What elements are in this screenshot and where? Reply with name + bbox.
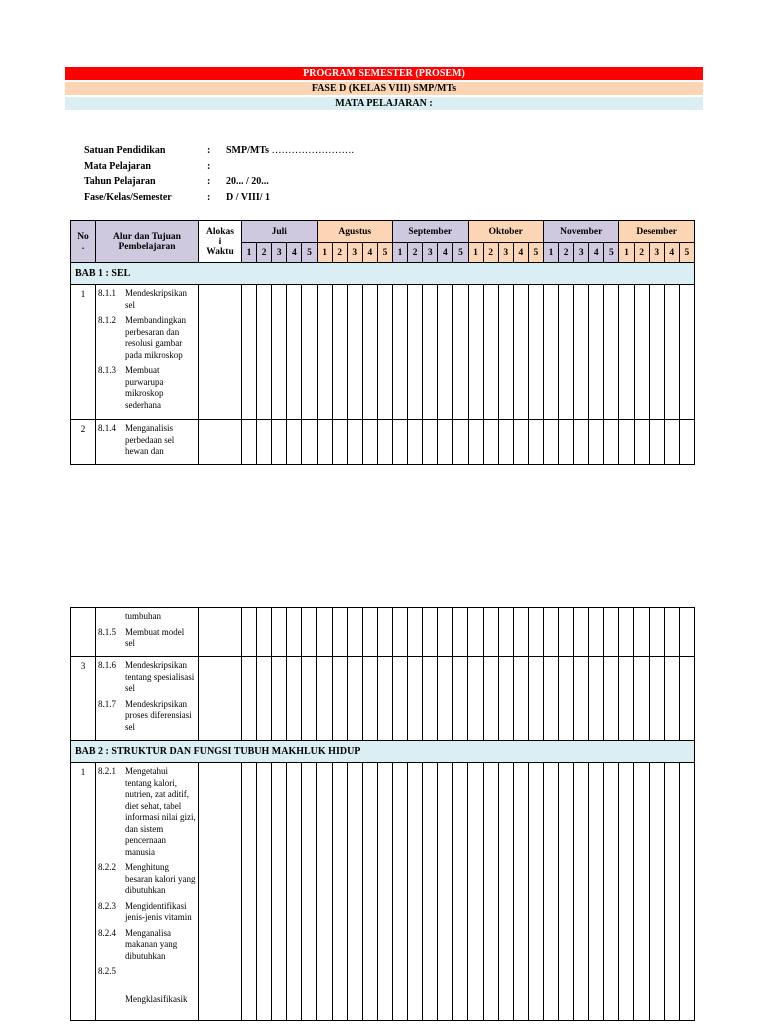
objective-text: Menghitung besaran kalori yang dibutuhkan	[125, 862, 196, 895]
header-alokasi-line1: Alokas	[206, 226, 234, 237]
schedule-cell[interactable]	[574, 420, 589, 465]
schedule-cell[interactable]	[302, 657, 317, 741]
schedule-cell[interactable]	[257, 608, 272, 657]
schedule-cell[interactable]	[453, 285, 468, 420]
schedule-cell[interactable]	[604, 763, 619, 1021]
month-september: September	[393, 221, 469, 243]
week-number: 3	[347, 243, 362, 263]
info-colon: :	[207, 176, 211, 187]
schedule-cell[interactable]	[664, 285, 679, 420]
schedule-cell[interactable]	[664, 763, 679, 1021]
schedule-cell[interactable]	[604, 608, 619, 657]
schedule-cell[interactable]	[453, 763, 468, 1021]
objective-code: 8.2.1	[98, 766, 116, 776]
schedule-cell[interactable]	[483, 608, 498, 657]
week-number: 4	[664, 243, 679, 263]
schedule-cell[interactable]	[362, 763, 377, 1021]
info-label: Tahun Pelajaran	[84, 176, 156, 187]
info-value-dots: …………………….	[268, 145, 354, 156]
week-number: 5	[528, 243, 543, 263]
info-colon: :	[207, 160, 211, 172]
schedule-cell[interactable]	[347, 608, 362, 657]
schedule-cell[interactable]	[257, 657, 272, 741]
objective-text: tumbuhan	[125, 611, 161, 621]
schedule-cell[interactable]	[362, 608, 377, 657]
schedule-cell[interactable]	[332, 608, 347, 657]
info-row-mapel	[84, 159, 484, 175]
schedule-cell[interactable]	[317, 763, 332, 1021]
alokasi-cell[interactable]	[199, 763, 242, 1021]
objective-text: Menganalisa makanan yang dibutuhkan	[125, 927, 178, 961]
month-juli: Juli	[242, 221, 318, 243]
schedule-cell[interactable]	[649, 420, 664, 465]
schedule-cell[interactable]	[377, 420, 392, 465]
info-colon: :	[207, 191, 211, 203]
month-november: November	[543, 221, 618, 243]
schedule-cell[interactable]	[513, 608, 528, 657]
header-alur	[96, 221, 199, 263]
schedule-cell[interactable]	[287, 608, 302, 657]
schedule-cell[interactable]	[619, 285, 634, 420]
table-row	[71, 608, 695, 657]
objective-continuation	[98, 611, 196, 623]
learning-objectives-cell	[96, 763, 199, 1021]
week-number: 4	[362, 243, 377, 263]
week-number: 2	[483, 243, 498, 263]
week-number: 1	[393, 243, 408, 263]
schedule-cell[interactable]	[317, 608, 332, 657]
row-number	[71, 608, 96, 657]
row-number: 1	[71, 763, 96, 1021]
objective-text: Mendeskripsikan sel	[125, 288, 187, 310]
schedule-cell[interactable]	[272, 657, 287, 741]
header-alur-line1: Alur dan Tujuan	[113, 231, 181, 242]
header-no-text: No	[77, 231, 89, 242]
week-number: 1	[242, 243, 257, 263]
schedule-cell[interactable]	[679, 657, 694, 741]
schedule-cell[interactable]	[453, 420, 468, 465]
objective-code: 8.2.4	[98, 927, 116, 938]
schedule-cell[interactable]	[589, 608, 604, 657]
info-colon: :	[207, 145, 211, 156]
schedule-cell[interactable]	[528, 420, 543, 465]
week-number: 3	[498, 243, 513, 263]
schedule-cell[interactable]	[649, 608, 664, 657]
prosem-table-page-1	[70, 220, 695, 465]
header-alokasi-line2: i	[218, 236, 222, 247]
month-oktober: Oktober	[468, 221, 543, 243]
schedule-cell[interactable]	[377, 285, 392, 420]
objective-item	[98, 423, 196, 458]
schedule-cell[interactable]	[589, 285, 604, 420]
schedule-cell[interactable]	[664, 608, 679, 657]
schedule-cell[interactable]	[498, 285, 513, 420]
schedule-cell[interactable]	[619, 763, 634, 1021]
schedule-cell[interactable]	[392, 763, 407, 1021]
objective-code: 8.2.5	[98, 966, 116, 976]
schedule-cell[interactable]	[377, 608, 392, 657]
schedule-cell[interactable]	[257, 285, 272, 420]
objective-code: 8.1.2	[98, 315, 116, 325]
schedule-cell[interactable]	[287, 763, 302, 1021]
schedule-cell[interactable]	[287, 657, 302, 741]
month-agustus: Agustus	[317, 221, 392, 243]
objective-item	[98, 766, 196, 858]
week-number: 5	[604, 243, 619, 263]
mapel-banner: MATA PELAJARAN :	[65, 97, 703, 110]
schedule-cell[interactable]	[574, 285, 589, 420]
schedule-cell[interactable]	[347, 420, 362, 465]
week-number: 4	[438, 243, 453, 263]
schedule-cell[interactable]	[408, 420, 423, 465]
schedule-cell[interactable]	[664, 420, 679, 465]
schedule-cell[interactable]	[604, 285, 619, 420]
header-alokasi-line3: Waktu	[206, 246, 234, 257]
learning-objectives-cell	[96, 608, 199, 657]
row-number: 3	[71, 657, 96, 741]
learning-objectives-cell	[96, 657, 199, 741]
objective-text: Membandingkan perbesaran dan resolusi gambar pada mikroskop	[125, 315, 186, 360]
objective-code: 8.2.2	[98, 862, 116, 872]
objective-code: 8.1.7	[98, 698, 116, 709]
schedule-cell[interactable]	[634, 763, 649, 1021]
schedule-cell[interactable]	[392, 657, 407, 741]
schedule-cell[interactable]	[362, 657, 377, 741]
info-value: 20... / 20...	[226, 176, 269, 187]
objective-item	[98, 699, 196, 734]
schedule-cell[interactable]	[604, 420, 619, 465]
schedule-cell[interactable]	[513, 657, 528, 741]
schedule-cell[interactable]	[604, 657, 619, 741]
objective-item	[98, 928, 196, 963]
header-no	[71, 221, 96, 263]
schedule-cell[interactable]	[438, 420, 453, 465]
schedule-cell[interactable]	[543, 657, 558, 741]
objective-text: Mengetahui tentang kalori, nutrien, zat aditif, diet sehat, tabel informasi nilai gizi, dan sistem pencernaan manusia	[125, 766, 196, 857]
schedule-cell[interactable]	[543, 608, 558, 657]
schedule-cell[interactable]	[317, 420, 332, 465]
prosem-table-page-2	[70, 607, 695, 1021]
header-alur-line2: Pembelajaran	[118, 241, 176, 252]
header-no-dot: .	[81, 241, 85, 252]
schedule-cell[interactable]	[408, 285, 423, 420]
alokasi-cell[interactable]	[199, 608, 242, 657]
schedule-cell[interactable]	[242, 763, 257, 1021]
bab-2-title: BAB 2 : STRUKTUR DAN FUNGSI TUBUH MAKHLUK HIDUP	[71, 741, 695, 763]
objective-item	[98, 627, 196, 650]
learning-objectives-cell	[96, 285, 199, 420]
schedule-cell[interactable]	[302, 420, 317, 465]
objective-text: Mendeskripsikan proses diferensiasi sel	[125, 698, 192, 732]
objective-item	[98, 862, 196, 897]
table-row	[71, 285, 695, 420]
schedule-cell[interactable]	[438, 608, 453, 657]
row-number: 2	[71, 420, 96, 465]
schedule-cell[interactable]	[649, 763, 664, 1021]
schedule-cell[interactable]	[332, 763, 347, 1021]
info-label: Fase/Kelas/Semester	[84, 191, 172, 203]
info-row-tahun	[84, 174, 484, 190]
schedule-cell[interactable]	[242, 657, 257, 741]
objective-code: 8.1.1	[98, 288, 116, 298]
month-desember: Desember	[619, 221, 695, 243]
table-row	[71, 763, 695, 1021]
schedule-cell[interactable]	[423, 657, 438, 741]
row-number: 1	[71, 285, 96, 420]
schedule-cell[interactable]	[498, 763, 513, 1021]
schedule-cell[interactable]	[332, 285, 347, 420]
schedule-cell[interactable]	[528, 285, 543, 420]
fase-banner: FASE D (KELAS VIII) SMP/MTs	[65, 82, 703, 95]
schedule-cell[interactable]	[302, 608, 317, 657]
schedule-cell[interactable]	[543, 285, 558, 420]
schedule-cell[interactable]	[302, 285, 317, 420]
schedule-cell[interactable]	[468, 657, 483, 741]
schedule-cell[interactable]	[332, 657, 347, 741]
week-number: 3	[423, 243, 438, 263]
week-number: 2	[559, 243, 574, 263]
schedule-cell[interactable]	[377, 657, 392, 741]
header-alokasi	[199, 221, 242, 263]
schedule-cell[interactable]	[453, 657, 468, 741]
schedule-cell[interactable]	[619, 657, 634, 741]
schedule-cell[interactable]	[272, 285, 287, 420]
schedule-cell[interactable]	[393, 285, 408, 420]
schedule-cell[interactable]	[589, 657, 604, 741]
bab-1-title: BAB 1 : SEL	[71, 263, 695, 285]
schedule-cell[interactable]	[272, 608, 287, 657]
schedule-cell[interactable]	[589, 763, 604, 1021]
objective-code: 8.1.3	[98, 365, 116, 375]
week-number: 5	[453, 243, 468, 263]
info-value-text: SMP/MTs	[226, 145, 269, 156]
schedule-cell[interactable]	[257, 420, 272, 465]
schedule-cell[interactable]	[332, 420, 347, 465]
schedule-cell[interactable]	[634, 608, 649, 657]
schedule-cell[interactable]	[438, 285, 453, 420]
schedule-cell[interactable]	[242, 420, 257, 465]
schedule-cell[interactable]	[619, 608, 634, 657]
week-number: 5	[679, 243, 694, 263]
schedule-cell[interactable]	[498, 608, 513, 657]
schedule-cell[interactable]	[559, 285, 574, 420]
schedule-cell[interactable]	[468, 420, 483, 465]
schedule-cell[interactable]	[347, 763, 362, 1021]
schedule-cell[interactable]	[408, 608, 423, 657]
schedule-cell[interactable]	[513, 763, 528, 1021]
schedule-cell[interactable]	[453, 608, 468, 657]
week-number: 1	[317, 243, 332, 263]
schedule-cell[interactable]	[438, 657, 453, 741]
table-row	[71, 420, 695, 465]
schedule-cell[interactable]	[634, 657, 649, 741]
schedule-cell[interactable]	[272, 763, 287, 1021]
schedule-cell[interactable]	[619, 420, 634, 465]
schedule-cell[interactable]	[393, 420, 408, 465]
week-number: 4	[513, 243, 528, 263]
schedule-cell[interactable]	[347, 657, 362, 741]
objective-text: Mengklasifikasik	[125, 994, 188, 1004]
schedule-cell[interactable]	[408, 657, 423, 741]
info-label: Satuan Pendidikan	[84, 145, 166, 156]
schedule-cell[interactable]	[287, 285, 302, 420]
info-row-fase	[84, 190, 484, 206]
schedule-cell[interactable]	[438, 763, 453, 1021]
schedule-cell[interactable]	[513, 420, 528, 465]
schedule-cell[interactable]	[483, 657, 498, 741]
schedule-cell[interactable]	[423, 285, 438, 420]
schedule-cell[interactable]	[679, 420, 694, 465]
schedule-cell[interactable]	[302, 763, 317, 1021]
schedule-cell[interactable]	[528, 763, 543, 1021]
schedule-cell[interactable]	[559, 420, 574, 465]
schedule-cell[interactable]	[468, 285, 483, 420]
info-label: Mata Pelajaran	[84, 160, 151, 172]
schedule-cell[interactable]	[423, 608, 438, 657]
week-number: 4	[589, 243, 604, 263]
schedule-cell[interactable]	[423, 420, 438, 465]
objective-code: 8.1.6	[98, 660, 116, 670]
info-value: D / VIII/ 1	[226, 191, 270, 203]
schedule-cell[interactable]	[664, 657, 679, 741]
schedule-cell[interactable]	[362, 285, 377, 420]
objective-item	[98, 901, 196, 924]
prosem-title-banner: PROGRAM SEMESTER (PROSEM)	[65, 67, 703, 80]
schedule-cell[interactable]	[558, 763, 573, 1021]
schedule-cell[interactable]	[513, 285, 528, 420]
schedule-cell[interactable]	[257, 763, 272, 1021]
schedule-cell[interactable]	[543, 763, 558, 1021]
week-number: 5	[302, 243, 317, 263]
week-number: 1	[468, 243, 483, 263]
objective-text: Mendeskripsikan tentang spesialisasi sel	[125, 660, 195, 693]
objective-text: Membuat model sel	[125, 626, 185, 648]
week-number: 2	[634, 243, 649, 263]
schedule-cell[interactable]	[317, 285, 332, 420]
schedule-cell[interactable]	[377, 763, 392, 1021]
schedule-cell[interactable]	[574, 763, 589, 1021]
info-row-satuan	[84, 143, 484, 159]
objective-code: 8.1.4	[98, 423, 116, 433]
schedule-cell[interactable]	[287, 420, 302, 465]
alokasi-cell[interactable]	[199, 420, 242, 465]
identity-info	[84, 143, 484, 205]
schedule-cell[interactable]	[498, 420, 513, 465]
week-number: 1	[543, 243, 558, 263]
schedule-cell[interactable]	[362, 420, 377, 465]
schedule-cell[interactable]	[574, 608, 589, 657]
schedule-cell[interactable]	[528, 657, 543, 741]
alokasi-cell[interactable]	[199, 657, 242, 741]
schedule-cell[interactable]	[558, 657, 573, 741]
schedule-cell[interactable]	[543, 420, 558, 465]
schedule-cell[interactable]	[242, 285, 257, 420]
info-value	[226, 143, 354, 159]
bab-row	[71, 741, 695, 763]
objective-continuation	[98, 994, 196, 1006]
week-number: 1	[619, 243, 634, 263]
schedule-cell[interactable]	[679, 285, 694, 420]
week-number: 3	[649, 243, 664, 263]
bab-row	[71, 263, 695, 285]
schedule-cell[interactable]	[483, 763, 498, 1021]
schedule-cell[interactable]	[498, 657, 513, 741]
week-number: 3	[272, 243, 287, 263]
schedule-cell[interactable]	[272, 420, 287, 465]
schedule-cell[interactable]	[347, 285, 362, 420]
schedule-cell[interactable]	[634, 285, 649, 420]
schedule-cell[interactable]	[634, 420, 649, 465]
week-number: 5	[377, 243, 392, 263]
week-number: 4	[287, 243, 302, 263]
objective-text: Menganalisis perbedaan sel hewan dan	[125, 423, 175, 456]
learning-objectives-cell	[96, 420, 199, 465]
schedule-cell[interactable]	[574, 657, 589, 741]
schedule-cell[interactable]	[242, 608, 257, 657]
objective-item	[98, 365, 196, 411]
objective-text: Membuat purwarupa mikroskop sederhana	[125, 365, 164, 410]
objective-code: 8.2.3	[98, 900, 116, 911]
schedule-cell[interactable]	[468, 608, 483, 657]
objective-item	[98, 660, 196, 695]
week-number: 2	[408, 243, 423, 263]
schedule-cell[interactable]	[589, 420, 604, 465]
week-number: 3	[574, 243, 589, 263]
objective-item	[98, 966, 196, 990]
schedule-cell[interactable]	[408, 763, 423, 1021]
table-row	[71, 657, 695, 741]
objective-item	[98, 315, 196, 361]
schedule-cell[interactable]	[468, 763, 483, 1021]
schedule-cell[interactable]	[558, 608, 573, 657]
schedule-cell[interactable]	[392, 608, 407, 657]
schedule-cell[interactable]	[423, 763, 438, 1021]
schedule-cell[interactable]	[483, 420, 498, 465]
schedule-cell[interactable]	[528, 608, 543, 657]
schedule-cell[interactable]	[679, 608, 694, 657]
schedule-cell[interactable]	[317, 657, 332, 741]
schedule-cell[interactable]	[649, 285, 664, 420]
objective-code: 8.1.5	[98, 626, 116, 637]
schedule-cell[interactable]	[649, 657, 664, 741]
week-number: 2	[332, 243, 347, 263]
schedule-cell[interactable]	[679, 763, 694, 1021]
week-number: 2	[257, 243, 272, 263]
schedule-cell[interactable]	[483, 285, 498, 420]
alokasi-cell[interactable]	[199, 285, 242, 420]
objective-text: Mengidentifikasi jenis-jenis vitamin	[125, 900, 192, 922]
objective-item	[98, 288, 196, 311]
